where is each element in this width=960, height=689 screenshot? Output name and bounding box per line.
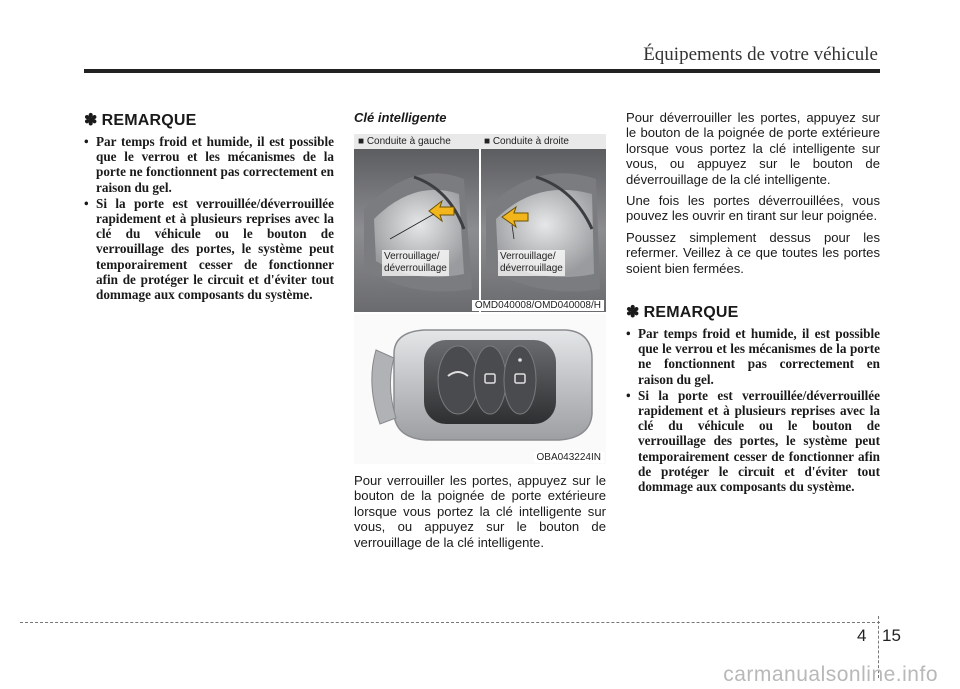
smart-key-heading: Clé intelligente [354, 110, 447, 125]
figure-code: OBA043224IN [534, 452, 605, 463]
remark-star-icon: ✽ [626, 304, 640, 322]
lock-unlock-label-left: Verrouillage/ déverrouillage [384, 251, 447, 274]
header-rule [84, 69, 880, 73]
watermark: carmanualsonline.info [723, 663, 938, 686]
remark-list [626, 326, 880, 494]
bullet-icon: • [84, 134, 89, 149]
remark-star-icon: ✽ [84, 112, 98, 129]
middle-column [354, 110, 606, 556]
remark-item-text: Si la porte est verrouillée/déverrouillée rapidement et à plusieurs reprises avec la clé du véhicule ou le bouton de verrouillage des portes, le système peut temporairement cesser de fonctionner afin de protéger le circuit et d'éviter tout dommage aux composants du système. [96, 195, 334, 303]
lock-paragraph: Pour verrouiller les portes, appuyez sur le bouton de la poignée de porte extérieure lorsque vous portez la clé intelligente sur vous, ou appuyez sur le bouton de verrouillage de la clé intelligente. [354, 473, 606, 550]
remark-heading [626, 302, 880, 322]
smart-key-figure [354, 314, 606, 464]
bullet-icon: • [626, 387, 631, 403]
page-number: 15 [882, 626, 901, 645]
unlock-paragraph: Pour déverrouiller les portes, appuyez sur le bouton de la poignée de porte extérieure lorsque vous portez la clé intelligente sur vous, ou appuyez sur le bouton de déverrouillage de la clé intelligente. [626, 110, 880, 187]
lock-unlock-label-right: Verrouillage/ déverrouillage [500, 251, 563, 274]
remark-title: REMARQUE [643, 304, 739, 322]
open-paragraph: Une fois les portes déverrouillées, vous pouvez les ouvrir en tirant sur leur poignée. [626, 193, 880, 224]
remark-block [626, 302, 880, 494]
left-column [84, 110, 334, 303]
chapter-number: 4 [857, 626, 867, 645]
remark-title: REMARQUE [101, 112, 197, 129]
remark-heading [84, 110, 334, 130]
figure-code: OMD040008/OMD040008/H [472, 300, 604, 311]
legend-right-hand-drive: ■ Conduite à droite [484, 136, 569, 147]
right-column [626, 110, 880, 495]
remark-item-text: Par temps froid et humide, il est possible que le verrou et les mécanismes de la porte ne fonctionnent pas correctement en raison du gel. [638, 326, 880, 387]
remark-item [84, 196, 334, 302]
door-handle-figure [354, 134, 606, 312]
remark-item [84, 134, 334, 195]
bullet-icon: • [84, 195, 89, 211]
remark-list [84, 134, 334, 302]
remark-item-text: Si la porte est verrouillée/déverrouillée rapidement et à plusieurs reprises avec la clé du véhicule ou le bouton de verrouillage des portes, le système peut temporairement cesser de fonctionner afin de protéger le circuit et d'éviter tout dommage aux composants du système. [638, 387, 880, 495]
footer-rule [20, 622, 880, 623]
bullet-icon: • [626, 326, 631, 342]
smart-key-illustration [354, 314, 606, 464]
figure-legend [354, 134, 606, 149]
remark-item [626, 388, 880, 494]
page-header-title: Équipements de votre véhicule [643, 44, 878, 65]
remark-item [626, 326, 880, 387]
close-paragraph: Poussez simplement dessus pour les refermer. Veillez à ce que toutes les portes soient bien fermées. [626, 229, 880, 276]
remark-item-text: Par temps froid et humide, il est possible que le verrou et les mécanismes de la porte ne fonctionnent pas correctement en raison du gel. [96, 134, 334, 195]
door-handle-illustration [354, 149, 606, 312]
legend-left-hand-drive: ■ Conduite à gauche [358, 136, 451, 147]
